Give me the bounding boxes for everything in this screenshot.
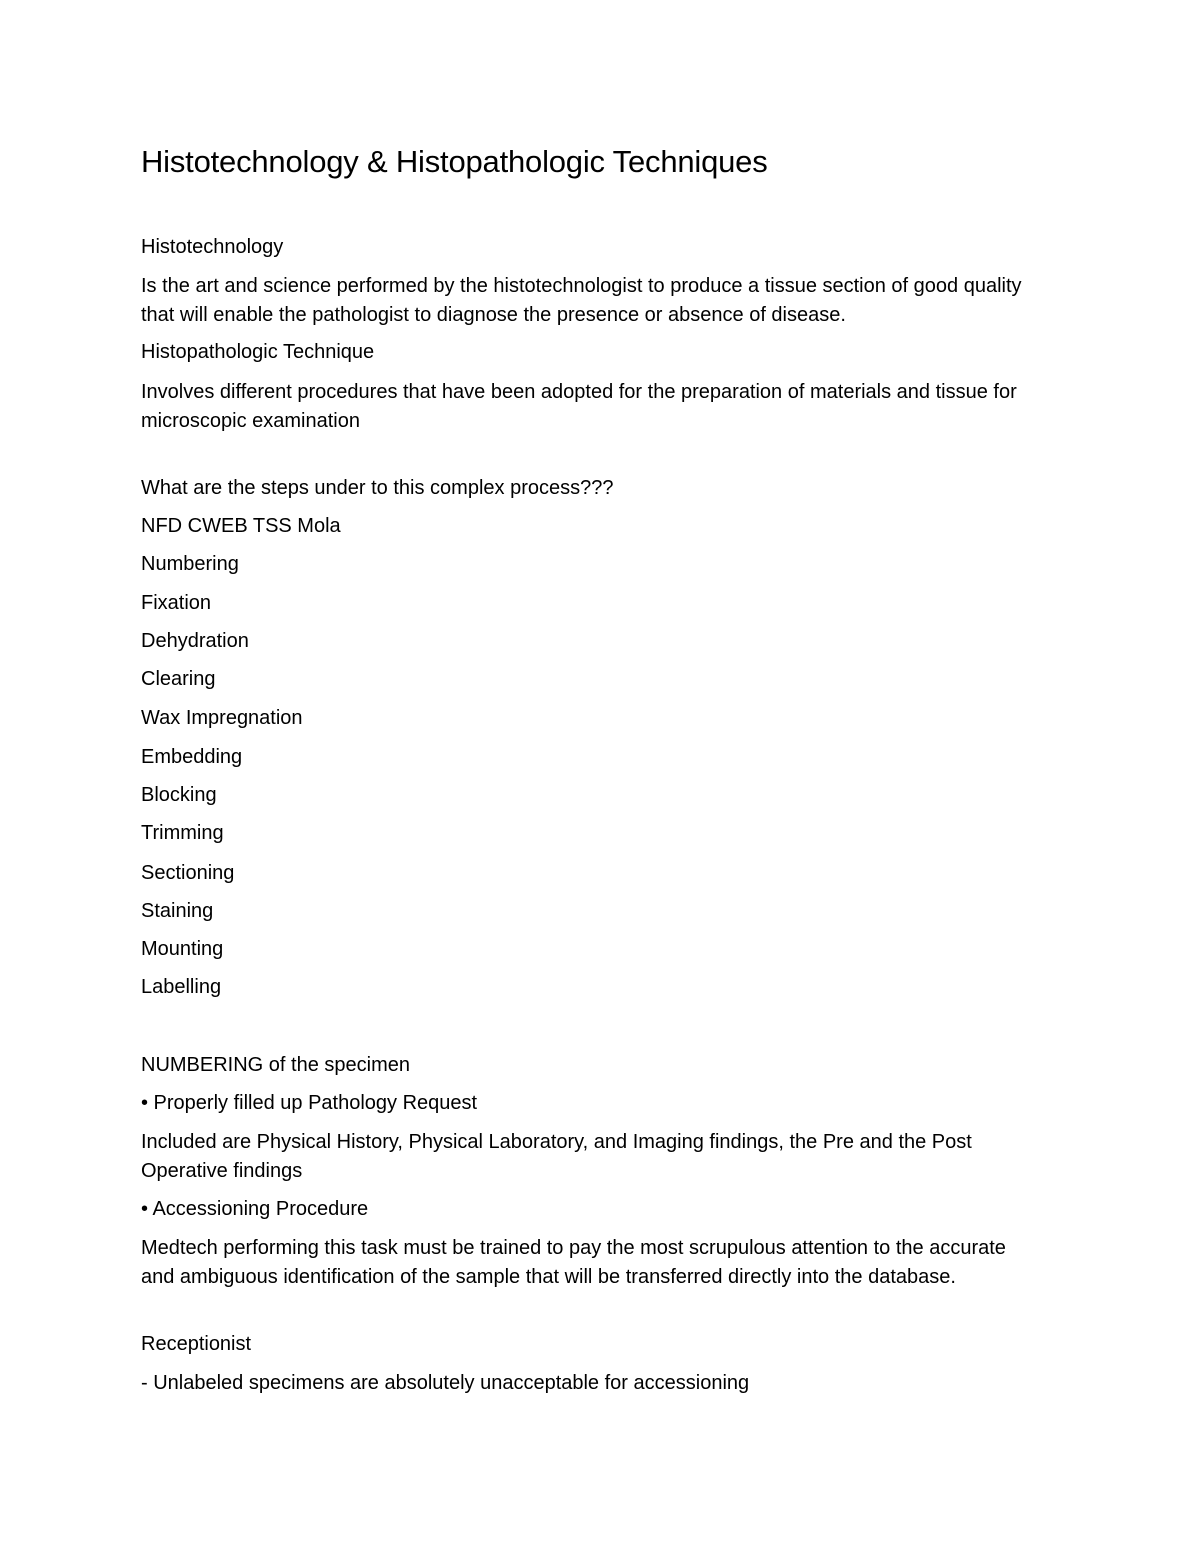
receptionist-heading: Receptionist [141, 1333, 252, 1355]
step-item: Fixation [141, 592, 212, 614]
step-item: Numbering [141, 553, 239, 575]
step-item: Wax Impregnation [141, 707, 303, 729]
accessioning-procedure-details: Medtech performing this task must be trained to pay the most scrupulous attention to the accurate and ambiguous identification of the sample that will be transferred directly into the database. [141, 1237, 1006, 1288]
histopathologic-technique-definition: Involves different procedures that have been adopted for the preparation of materials and tissue for microscopic examination [141, 381, 1017, 432]
step-item: Embedding [141, 746, 243, 768]
histotechnology-heading: Histotechnology [141, 236, 284, 258]
step-item: Blocking [141, 784, 217, 806]
step-item: Staining [141, 900, 214, 922]
histotechnology-definition: Is the art and science performed by the histotechnologist to produce a tissue section of good quality that will enable the pathologist to diagnose the presence or absence of disease. [141, 275, 1022, 326]
steps-question: What are the steps under to this complex process??? [141, 477, 614, 499]
step-item: Trimming [141, 822, 224, 844]
steps-mnemonic: NFD CWEB TSS Mola [141, 515, 341, 537]
numbering-heading: NUMBERING of the specimen [141, 1054, 410, 1076]
step-item: Clearing [141, 668, 216, 690]
bullet-accessioning-procedure: • Accessioning Procedure [141, 1198, 369, 1220]
pathology-request-details: Included are Physical History, Physical Laboratory, and Imaging findings, the Pre and the Post Operative findings [141, 1131, 972, 1182]
step-item: Mounting [141, 938, 224, 960]
histopathologic-technique-heading: Histopathologic Technique [141, 341, 375, 363]
receptionist-note: - Unlabeled specimens are absolutely unacceptable for accessioning [141, 1372, 750, 1394]
document-title: Histotechnology & Histopathologic Techniques [141, 144, 768, 179]
step-item: Sectioning [141, 862, 235, 884]
step-item: Dehydration [141, 630, 249, 652]
step-item: Labelling [141, 976, 222, 998]
bullet-pathology-request: • Properly filled up Pathology Request [141, 1092, 478, 1114]
